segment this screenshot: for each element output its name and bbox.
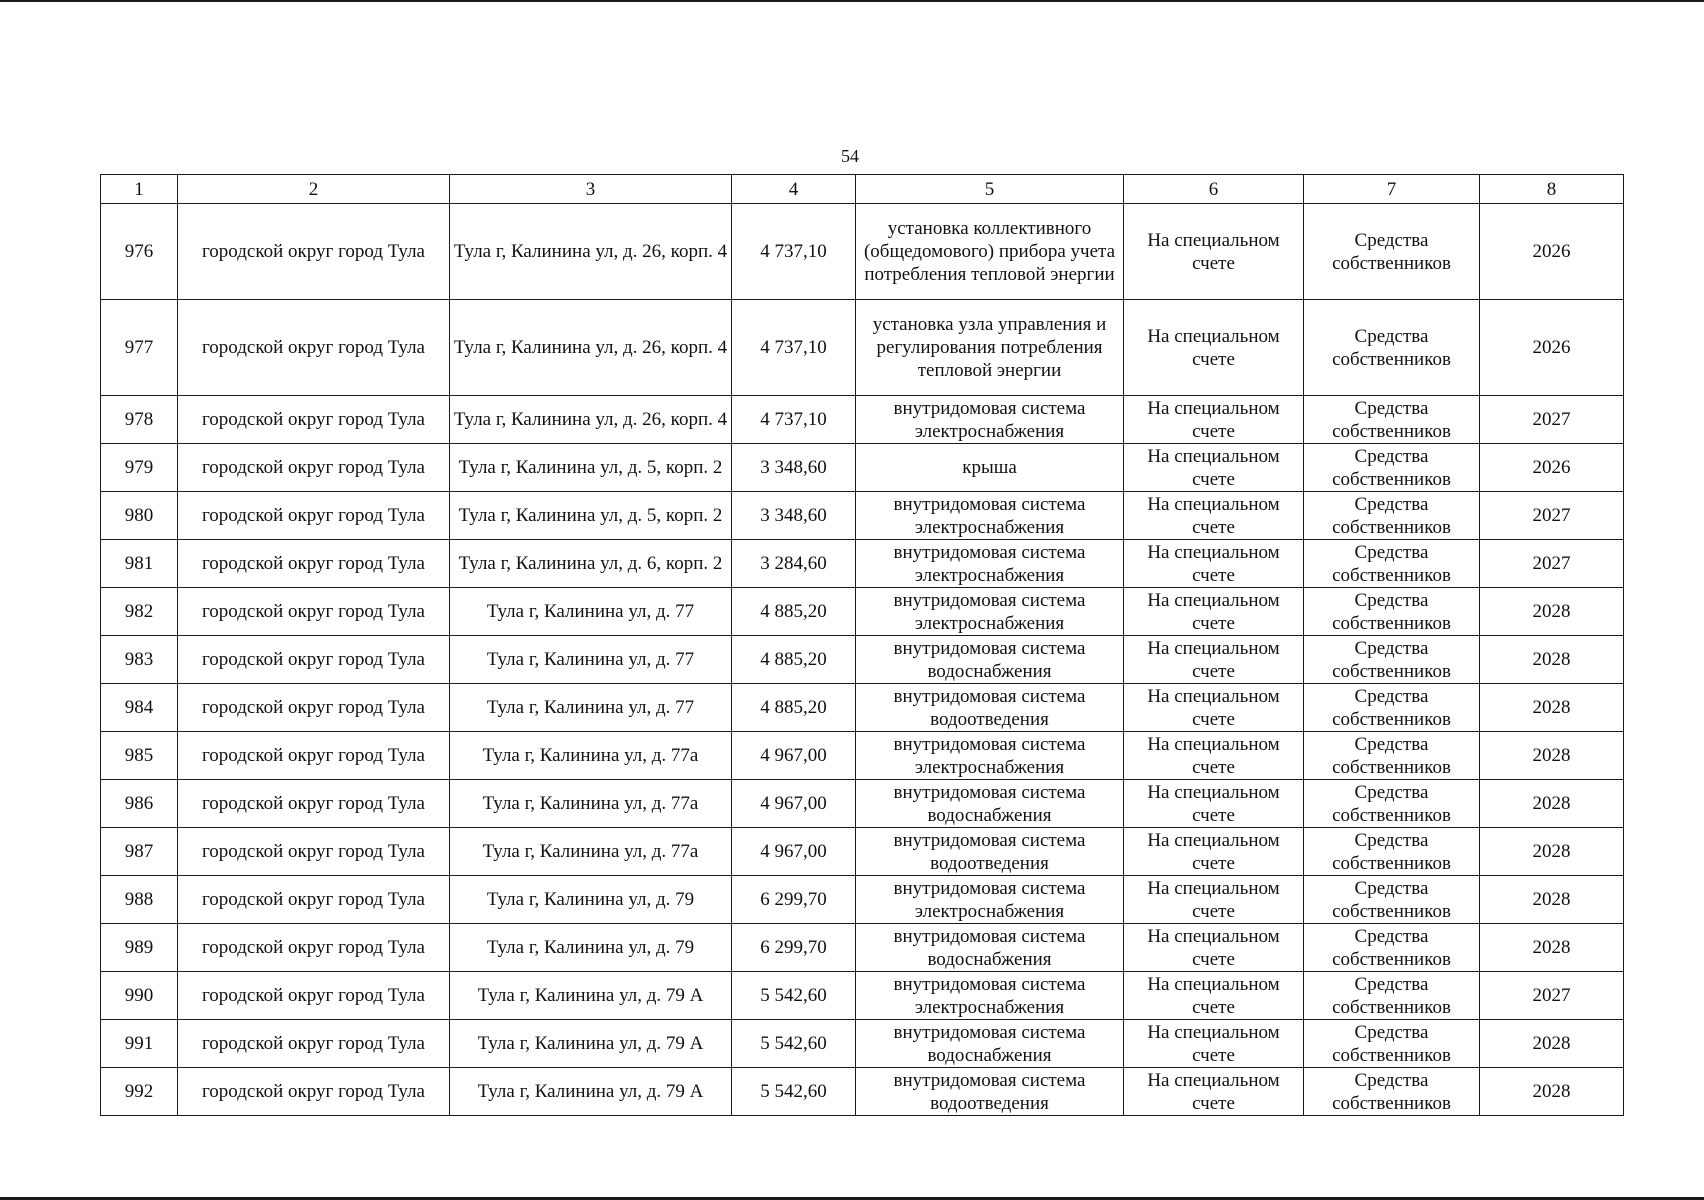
year-cell: 2027 bbox=[1480, 972, 1624, 1020]
column-header: 4 bbox=[732, 175, 856, 204]
column-header: 3 bbox=[450, 175, 732, 204]
table-row bbox=[101, 780, 1624, 828]
account-cell: На специальном счете bbox=[1124, 828, 1304, 876]
area-cell: 4 967,00 bbox=[732, 828, 856, 876]
municipality-cell: городской округ город Тула bbox=[178, 636, 450, 684]
funding-cell: Средства собственников bbox=[1304, 972, 1480, 1020]
area-cell: 4 737,10 bbox=[732, 300, 856, 396]
year-cell: 2028 bbox=[1480, 732, 1624, 780]
account-cell: На специальном счете bbox=[1124, 684, 1304, 732]
account-cell: На специальном счете bbox=[1124, 732, 1304, 780]
funding-cell: Средства собственников bbox=[1304, 1020, 1480, 1068]
column-header: 6 bbox=[1124, 175, 1304, 204]
row-number: 979 bbox=[101, 444, 178, 492]
address-cell: Тула г, Калинина ул, д. 6, корп. 2 bbox=[450, 540, 732, 588]
municipality-cell: городской округ город Тула bbox=[178, 732, 450, 780]
table-row bbox=[101, 1020, 1624, 1068]
table-row bbox=[101, 588, 1624, 636]
work-type-cell: внутридомовая система водоснабжения bbox=[856, 1020, 1124, 1068]
municipality-cell: городской округ город Тула bbox=[178, 1068, 450, 1116]
year-cell: 2028 bbox=[1480, 1068, 1624, 1116]
table-row bbox=[101, 828, 1624, 876]
municipality-cell: городской округ город Тула bbox=[178, 204, 450, 300]
work-type-cell: внутридомовая система электроснабжения bbox=[856, 588, 1124, 636]
municipality-cell: городской округ город Тула bbox=[178, 684, 450, 732]
account-cell: На специальном счете bbox=[1124, 588, 1304, 636]
table-row bbox=[101, 1068, 1624, 1116]
year-cell: 2028 bbox=[1480, 924, 1624, 972]
area-cell: 3 348,60 bbox=[732, 492, 856, 540]
table-row bbox=[101, 540, 1624, 588]
address-cell: Тула г, Калинина ул, д. 77 bbox=[450, 588, 732, 636]
address-cell: Тула г, Калинина ул, д. 79 bbox=[450, 876, 732, 924]
year-cell: 2028 bbox=[1480, 876, 1624, 924]
funding-cell: Средства собственников bbox=[1304, 828, 1480, 876]
funding-cell: Средства собственников bbox=[1304, 204, 1480, 300]
year-cell: 2028 bbox=[1480, 780, 1624, 828]
table-row bbox=[101, 972, 1624, 1020]
column-header: 1 bbox=[101, 175, 178, 204]
municipality-cell: городской округ город Тула bbox=[178, 972, 450, 1020]
row-number: 987 bbox=[101, 828, 178, 876]
repair-plan-table bbox=[100, 174, 1624, 1116]
address-cell: Тула г, Калинина ул, д. 77а bbox=[450, 732, 732, 780]
area-cell: 4 967,00 bbox=[732, 780, 856, 828]
year-cell: 2026 bbox=[1480, 444, 1624, 492]
row-number: 982 bbox=[101, 588, 178, 636]
account-cell: На специальном счете bbox=[1124, 396, 1304, 444]
year-cell: 2028 bbox=[1480, 588, 1624, 636]
municipality-cell: городской округ город Тула bbox=[178, 444, 450, 492]
work-type-cell: внутридомовая система электроснабжения bbox=[856, 492, 1124, 540]
row-number: 980 bbox=[101, 492, 178, 540]
funding-cell: Средства собственников bbox=[1304, 492, 1480, 540]
year-cell: 2028 bbox=[1480, 828, 1624, 876]
work-type-cell: установка узла управления и регулирования потребления тепловой энергии bbox=[856, 300, 1124, 396]
account-cell: На специальном счете bbox=[1124, 204, 1304, 300]
address-cell: Тула г, Калинина ул, д. 79 А bbox=[450, 1068, 732, 1116]
address-cell: Тула г, Калинина ул, д. 5, корп. 2 bbox=[450, 444, 732, 492]
area-cell: 4 737,10 bbox=[732, 204, 856, 300]
table-row bbox=[101, 300, 1624, 396]
row-number: 985 bbox=[101, 732, 178, 780]
work-type-cell: внутридомовая система электроснабжения bbox=[856, 732, 1124, 780]
work-type-cell: внутридомовая система водоснабжения bbox=[856, 780, 1124, 828]
work-type-cell: крыша bbox=[856, 444, 1124, 492]
address-cell: Тула г, Калинина ул, д. 5, корп. 2 bbox=[450, 492, 732, 540]
municipality-cell: городской округ город Тула bbox=[178, 780, 450, 828]
municipality-cell: городской округ город Тула bbox=[178, 876, 450, 924]
municipality-cell: городской округ город Тула bbox=[178, 492, 450, 540]
table-row bbox=[101, 684, 1624, 732]
municipality-cell: городской округ город Тула bbox=[178, 828, 450, 876]
work-type-cell: внутридомовая система водоотведения bbox=[856, 1068, 1124, 1116]
area-cell: 3 348,60 bbox=[732, 444, 856, 492]
account-cell: На специальном счете bbox=[1124, 1020, 1304, 1068]
year-cell: 2028 bbox=[1480, 636, 1624, 684]
page-number: 54 bbox=[841, 146, 859, 166]
address-cell: Тула г, Калинина ул, д. 26, корп. 4 bbox=[450, 396, 732, 444]
account-cell: На специальном счете bbox=[1124, 1068, 1304, 1116]
work-type-cell: внутридомовая система водоснабжения bbox=[856, 636, 1124, 684]
funding-cell: Средства собственников bbox=[1304, 588, 1480, 636]
account-cell: На специальном счете bbox=[1124, 972, 1304, 1020]
area-cell: 4 967,00 bbox=[732, 732, 856, 780]
year-cell: 2028 bbox=[1480, 1020, 1624, 1068]
header-row bbox=[101, 175, 1624, 204]
municipality-cell: городской округ город Тула bbox=[178, 396, 450, 444]
table-row bbox=[101, 732, 1624, 780]
area-cell: 4 737,10 bbox=[732, 396, 856, 444]
table-row bbox=[101, 444, 1624, 492]
year-cell: 2027 bbox=[1480, 492, 1624, 540]
area-cell: 6 299,70 bbox=[732, 924, 856, 972]
municipality-cell: городской округ город Тула bbox=[178, 1020, 450, 1068]
table-row bbox=[101, 924, 1624, 972]
address-cell: Тула г, Калинина ул, д. 79 bbox=[450, 924, 732, 972]
row-number: 984 bbox=[101, 684, 178, 732]
address-cell: Тула г, Калинина ул, д. 79 А bbox=[450, 972, 732, 1020]
account-cell: На специальном счете bbox=[1124, 876, 1304, 924]
account-cell: На специальном счете bbox=[1124, 444, 1304, 492]
address-cell: Тула г, Калинина ул, д. 26, корп. 4 bbox=[450, 204, 732, 300]
address-cell: Тула г, Калинина ул, д. 77 bbox=[450, 636, 732, 684]
account-cell: На специальном счете bbox=[1124, 492, 1304, 540]
account-cell: На специальном счете bbox=[1124, 300, 1304, 396]
funding-cell: Средства собственников bbox=[1304, 396, 1480, 444]
account-cell: На специальном счете bbox=[1124, 540, 1304, 588]
row-number: 976 bbox=[101, 204, 178, 300]
row-number: 986 bbox=[101, 780, 178, 828]
area-cell: 5 542,60 bbox=[732, 972, 856, 1020]
address-cell: Тула г, Калинина ул, д. 26, корп. 4 bbox=[450, 300, 732, 396]
year-cell: 2028 bbox=[1480, 684, 1624, 732]
address-cell: Тула г, Калинина ул, д. 79 А bbox=[450, 1020, 732, 1068]
work-type-cell: установка коллективного (общедомового) прибора учета потребления тепловой энергии bbox=[856, 204, 1124, 300]
area-cell: 5 542,60 bbox=[732, 1068, 856, 1116]
funding-cell: Средства собственников bbox=[1304, 1068, 1480, 1116]
column-header: 8 bbox=[1480, 175, 1624, 204]
account-cell: На специальном счете bbox=[1124, 780, 1304, 828]
work-type-cell: внутридомовая система водоснабжения bbox=[856, 924, 1124, 972]
area-cell: 3 284,60 bbox=[732, 540, 856, 588]
year-cell: 2026 bbox=[1480, 204, 1624, 300]
work-type-cell: внутридомовая система электроснабжения bbox=[856, 540, 1124, 588]
table-row bbox=[101, 636, 1624, 684]
scan-border-top bbox=[0, 0, 1704, 2]
work-type-cell: внутридомовая система электроснабжения bbox=[856, 876, 1124, 924]
municipality-cell: городской округ город Тула bbox=[178, 924, 450, 972]
row-number: 992 bbox=[101, 1068, 178, 1116]
area-cell: 6 299,70 bbox=[732, 876, 856, 924]
year-cell: 2026 bbox=[1480, 300, 1624, 396]
row-number: 981 bbox=[101, 540, 178, 588]
address-cell: Тула г, Калинина ул, д. 77а bbox=[450, 780, 732, 828]
work-type-cell: внутридомовая система электроснабжения bbox=[856, 972, 1124, 1020]
table-row bbox=[101, 876, 1624, 924]
municipality-cell: городской округ город Тула bbox=[178, 300, 450, 396]
municipality-cell: городской округ город Тула bbox=[178, 540, 450, 588]
row-number: 977 bbox=[101, 300, 178, 396]
funding-cell: Средства собственников bbox=[1304, 636, 1480, 684]
work-type-cell: внутридомовая система электроснабжения bbox=[856, 396, 1124, 444]
municipality-cell: городской округ город Тула bbox=[178, 588, 450, 636]
table-row bbox=[101, 204, 1624, 300]
account-cell: На специальном счете bbox=[1124, 924, 1304, 972]
funding-cell: Средства собственников bbox=[1304, 444, 1480, 492]
address-cell: Тула г, Калинина ул, д. 77 bbox=[450, 684, 732, 732]
column-header: 5 bbox=[856, 175, 1124, 204]
funding-cell: Средства собственников bbox=[1304, 684, 1480, 732]
funding-cell: Средства собственников bbox=[1304, 540, 1480, 588]
row-number: 990 bbox=[101, 972, 178, 1020]
funding-cell: Средства собственников bbox=[1304, 780, 1480, 828]
table-row bbox=[101, 492, 1624, 540]
row-number: 983 bbox=[101, 636, 178, 684]
row-number: 989 bbox=[101, 924, 178, 972]
work-type-cell: внутридомовая система водоотведения bbox=[856, 684, 1124, 732]
column-header: 2 bbox=[178, 175, 450, 204]
funding-cell: Средства собственников bbox=[1304, 924, 1480, 972]
work-type-cell: внутридомовая система водоотведения bbox=[856, 828, 1124, 876]
funding-cell: Средства собственников bbox=[1304, 876, 1480, 924]
funding-cell: Средства собственников bbox=[1304, 732, 1480, 780]
area-cell: 4 885,20 bbox=[732, 588, 856, 636]
area-cell: 4 885,20 bbox=[732, 636, 856, 684]
account-cell: На специальном счете bbox=[1124, 636, 1304, 684]
column-header: 7 bbox=[1304, 175, 1480, 204]
funding-cell: Средства собственников bbox=[1304, 300, 1480, 396]
row-number: 991 bbox=[101, 1020, 178, 1068]
table-body bbox=[101, 204, 1624, 1116]
row-number: 988 bbox=[101, 876, 178, 924]
address-cell: Тула г, Калинина ул, д. 77а bbox=[450, 828, 732, 876]
year-cell: 2027 bbox=[1480, 540, 1624, 588]
area-cell: 4 885,20 bbox=[732, 684, 856, 732]
year-cell: 2027 bbox=[1480, 396, 1624, 444]
table-row bbox=[101, 396, 1624, 444]
row-number: 978 bbox=[101, 396, 178, 444]
area-cell: 5 542,60 bbox=[732, 1020, 856, 1068]
